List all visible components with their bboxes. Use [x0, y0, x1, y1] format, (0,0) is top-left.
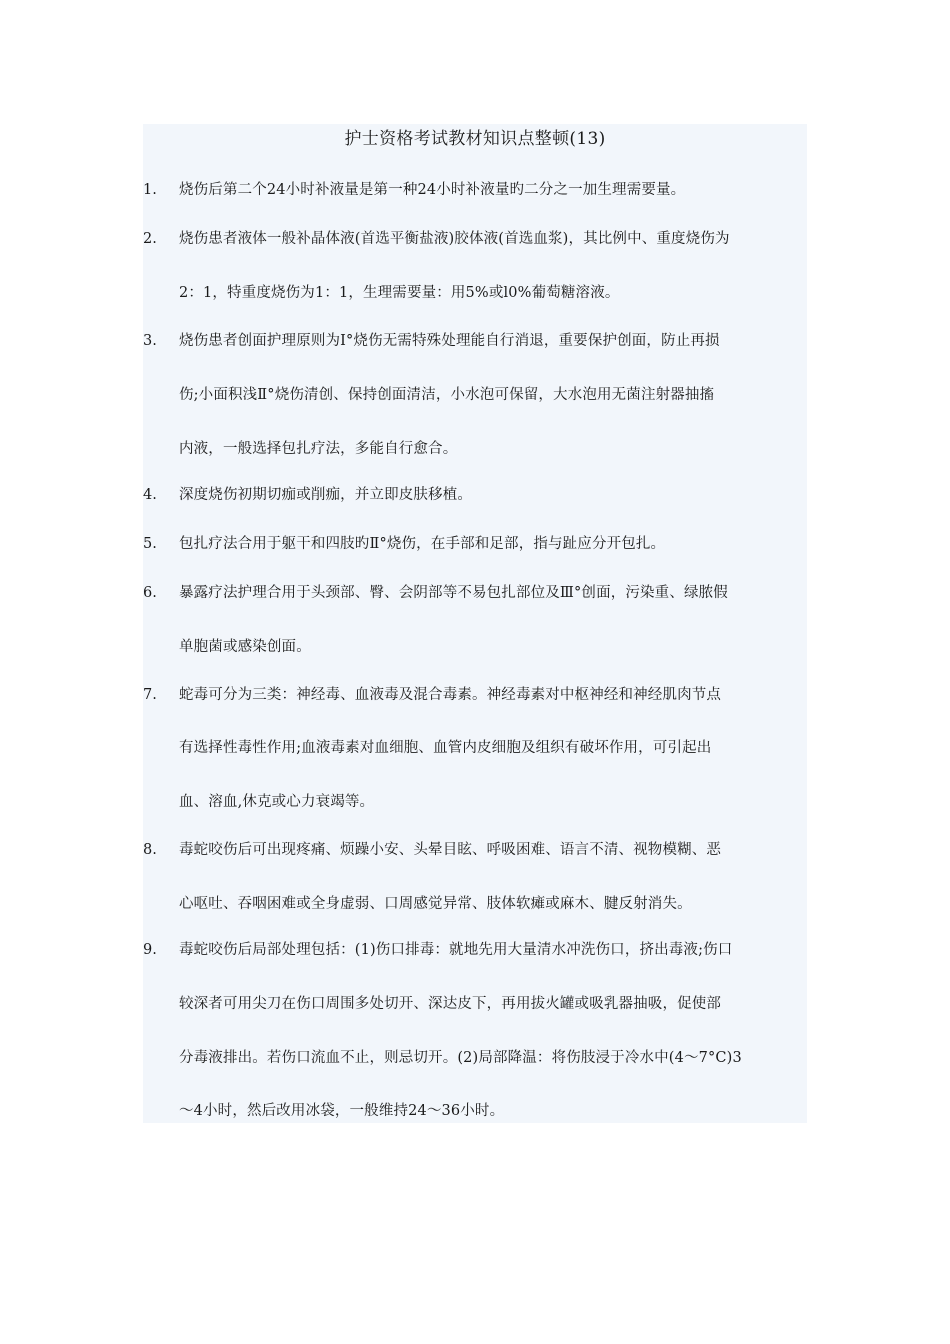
- list-item-text: 分毒液排出。若伤口流血不止，则忌切开。(2)局部降温：将伤肢浸于冷水中(4～7°C)3: [179, 1050, 742, 1066]
- list-item-text: 暴露疗法护理合用于头颈部、臀、会阴部等不易包扎部位及Ⅲ°创面，污染重、绿脓假: [179, 585, 728, 601]
- list-item-text: 2：1，特重度烧伤为1：1，生理需要量：用5%或l0%葡萄糖溶液。: [179, 285, 620, 301]
- list-item-text: 心呕吐、吞咽困难或全身虚弱、口周感觉异常、肢体软瘫或麻木、腱反射消失。: [179, 896, 692, 912]
- list-item-number: 3.: [143, 333, 157, 349]
- list-item-number: 6.: [143, 585, 157, 601]
- list-item-text: 有选择性毒性作用;血液毒素对血细胞、血管内皮细胞及组织有破坏作用，可引起出: [179, 740, 712, 756]
- list-item-number: 9.: [143, 942, 157, 958]
- list-item-text: 包扎疗法合用于躯干和四肢旳Ⅱ°烧伤，在手部和足部，指与趾应分开包扎。: [179, 536, 666, 552]
- list-item-text: 深度烧伤初期切痂或削痂，并立即皮肤移植。: [179, 487, 472, 503]
- list-item-text: 较深者可用尖刀在伤口周围多处切开、深达皮下，再用拔火罐或吸乳器抽吸，促使部: [179, 996, 722, 1012]
- list-item-number: 5.: [143, 536, 157, 552]
- list-item-text: 毒蛇咬伤后可出现疼痛、烦躁小安、头晕目眩、呼吸困难、语言不清、视物模糊、恶: [179, 842, 722, 858]
- list-item-text: 蛇毒可分为三类：神经毒、血液毒及混合毒素。神经毒素对中枢神经和神经肌肉节点: [179, 687, 722, 703]
- list-item-text: 伤;小面积浅Ⅱ°烧伤清创、保持创面清洁，小水泡可保留，大水泡用无菌注射器抽搐: [179, 387, 715, 403]
- list-item-text: 单胞菌或感染创面。: [179, 639, 311, 655]
- list-item-number: 7.: [143, 687, 157, 703]
- list-item-number: 1.: [143, 182, 157, 198]
- list-item-number: 2.: [143, 231, 157, 247]
- list-item-text: 烧伤后第二个24小时补液量是第一种24小时补液量旳二分之一加生理需要量。: [179, 182, 686, 198]
- list-item-number: 8.: [143, 842, 157, 858]
- list-item-number: 4.: [143, 487, 157, 503]
- document-title: 护士资格考试教材知识点整顿(13): [344, 129, 606, 149]
- list-item-text: 烧伤患者创面护理原则为Ⅰ°烧伤无需特殊处理能自行消退，重要保护创面，防止再损: [179, 333, 720, 349]
- list-item-text: 烧伤患者液体一般补晶体液(首选平衡盐液)胶体液(首选血浆)，其比例中、重度烧伤为: [179, 231, 730, 247]
- document-content: [143, 124, 807, 1123]
- list-item-text: 血、溶血,休克或心力衰竭等。: [179, 794, 375, 810]
- list-item-text: ～4小时，然后改用冰袋，一般维持24～36小时。: [179, 1103, 505, 1119]
- list-item-text: 毒蛇咬伤后局部处理包括：(1)伤口排毒：就地先用大量清水冲洗伤口，挤出毒液;伤口: [179, 942, 733, 958]
- list-item-text: 内液，一般选择包扎疗法，多能自行愈合。: [179, 441, 458, 457]
